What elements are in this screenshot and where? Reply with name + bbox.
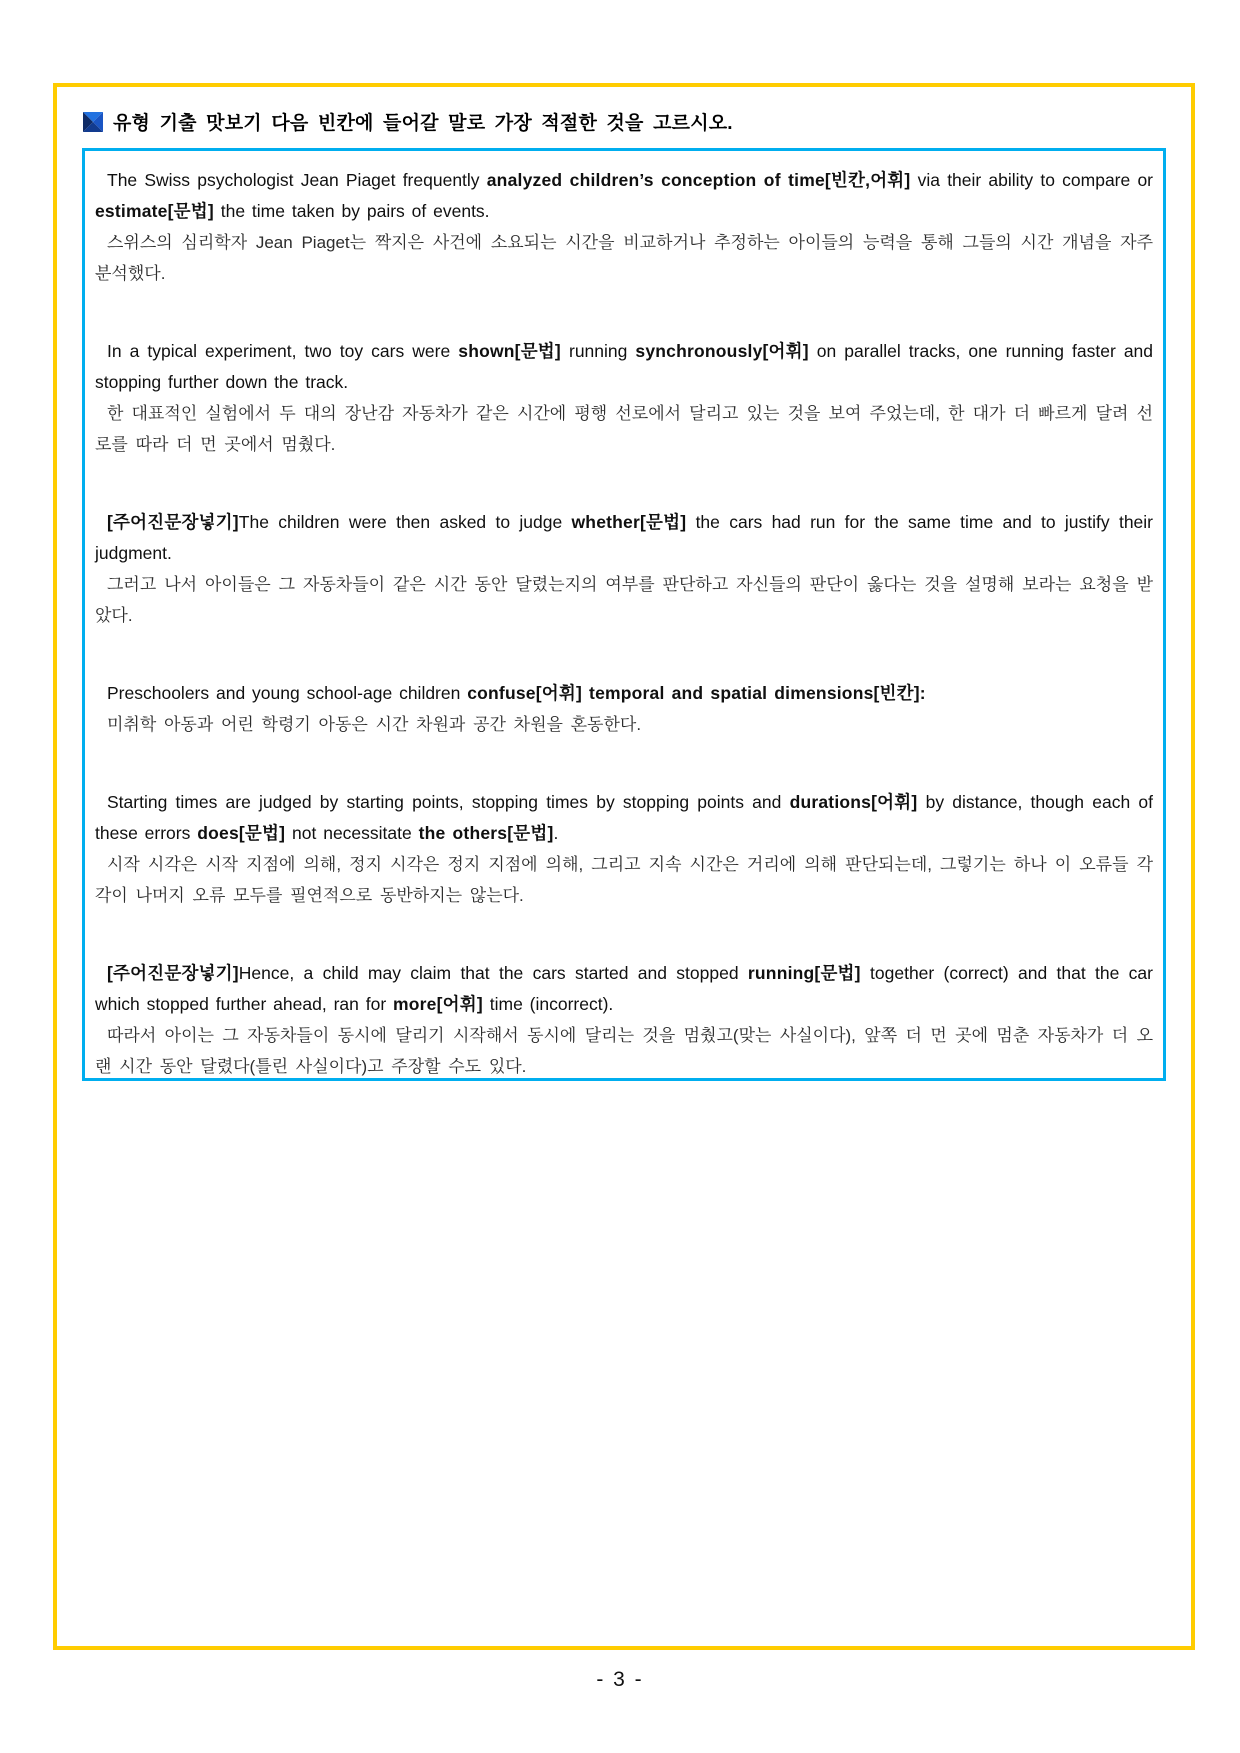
- annotated-keyword: does[문법]: [197, 823, 286, 843]
- passage-block: [95, 787, 1153, 911]
- english-sentence: [95, 958, 1153, 1020]
- annotated-keyword: [주어진문장넣기]: [107, 963, 239, 983]
- annotated-keyword: :: [919, 683, 926, 703]
- english-text-segment: the cars had run for the same time and to justify their judgment.: [95, 512, 1153, 563]
- passage-block: [95, 165, 1153, 289]
- english-text-segment: Hence, a child may claim that the cars started and stopped: [238, 963, 748, 983]
- section-header: [83, 108, 1191, 135]
- english-text-segment: Starting times are judged by starting points, stopping times by stopping points and: [107, 792, 790, 812]
- annotated-keyword: analyzed children’s conception of time[빈칸,어휘]: [486, 170, 911, 190]
- korean-translation: 따라서 아이는 그 자동차들이 동시에 달리기 시작해서 동시에 달리는 것을 멈췄고(맞는 사실이다), 앞쪽 더 먼 곳에 멈춘 자동차가 더 오랜 시간 동안 달렸다(틀린 사실이다)고 주장할 수도 있다.: [95, 1026, 1153, 1076]
- annotated-keyword: synchronously[어휘]: [635, 341, 809, 361]
- english-text-segment: by distance, though each of these errors: [95, 792, 1153, 843]
- annotated-keyword: more[어휘]: [393, 994, 483, 1014]
- english-sentence: [95, 336, 1153, 398]
- section-title: 유형 기출 맛보기 다음 빈칸에 들어갈 말로 가장 적절한 것을 고르시오.: [113, 113, 733, 134]
- passage-block: [95, 507, 1153, 631]
- english-text-segment: together (correct) and that the car which stopped further ahead, ran for: [95, 963, 1153, 1014]
- annotated-keyword: [주어진문장넣기]: [107, 512, 239, 532]
- page-number: - 3 -: [596, 1668, 644, 1691]
- annotated-keyword: the others[문법]: [418, 823, 554, 843]
- passage-block: [95, 678, 1153, 740]
- annotated-keyword: durations[어휘]: [789, 792, 918, 812]
- annotated-keyword: shown[문법]: [458, 341, 561, 361]
- english-sentence: [95, 787, 1153, 849]
- passage-block: [95, 336, 1153, 460]
- english-sentence: [95, 678, 1153, 709]
- english-sentence: [95, 507, 1153, 569]
- english-text-segment: not necessitate: [285, 823, 419, 843]
- annotated-keyword: running[문법]: [747, 963, 861, 983]
- english-text-segment: on parallel tracks, one running faster and stopping further down the track.: [95, 341, 1154, 392]
- korean-translation: 스위스의 심리학자 Jean Piaget는 짝지은 사건에 소요되는 시간을 비교하거나 추정하는 아이들의 능력을 통해 그들의 시간 개념을 자주 분석했다.: [95, 233, 1153, 283]
- passage-box: [82, 148, 1166, 1081]
- english-sentence: [95, 165, 1153, 227]
- annotated-keyword: estimate[문법]: [95, 201, 214, 221]
- english-text-segment: The Swiss psychologist Jean Piaget frequently: [107, 170, 487, 190]
- english-text-segment: running: [560, 341, 636, 361]
- english-text-segment: The children were then asked to judge: [238, 512, 572, 532]
- english-text-segment: the time taken by pairs of events.: [213, 201, 490, 221]
- blue-diamond-icon: [83, 112, 103, 132]
- korean-translation: 한 대표적인 실험에서 두 대의 장난감 자동차가 같은 시간에 평행 선로에서 달리고 있는 것을 보여 주었는데, 한 대가 더 빠르게 달려 선로를 따라 더 먼 곳에서 멈췄다.: [95, 404, 1153, 454]
- annotated-keyword: whether[문법]: [571, 512, 687, 532]
- english-text-segment: In a typical experiment, two toy cars were: [107, 341, 459, 361]
- english-text-segment: Preschoolers and young school-age children: [107, 683, 468, 703]
- korean-translation: 그러고 나서 아이들은 그 자동차들이 같은 시간 동안 달렸는지의 여부를 판단하고 자신들의 판단이 옳다는 것을 설명해 보라는 요청을 받았다.: [95, 575, 1153, 625]
- passage-block: [95, 958, 1153, 1082]
- korean-translation: 미취학 아동과 어린 학령기 아동은 시간 차원과 공간 차원을 혼동한다.: [107, 715, 642, 734]
- english-text-segment: via their ability to compare or: [910, 170, 1153, 190]
- english-text-segment: time (incorrect).: [482, 994, 614, 1014]
- korean-translation: 시작 시각은 시작 지점에 의해, 정지 시각은 정지 지점에 의해, 그리고 지속 시간은 거리에 의해 판단되는데, 그렇기는 하나 이 오류들 각각이 나머지 오류 모두를 필연적으로 동반하지는 않는다.: [95, 855, 1153, 905]
- worksheet-frame: [53, 83, 1195, 1650]
- annotated-keyword: confuse[어휘] temporal and spatial dimensions[빈칸]: [467, 683, 920, 703]
- english-text-segment: .: [553, 823, 559, 843]
